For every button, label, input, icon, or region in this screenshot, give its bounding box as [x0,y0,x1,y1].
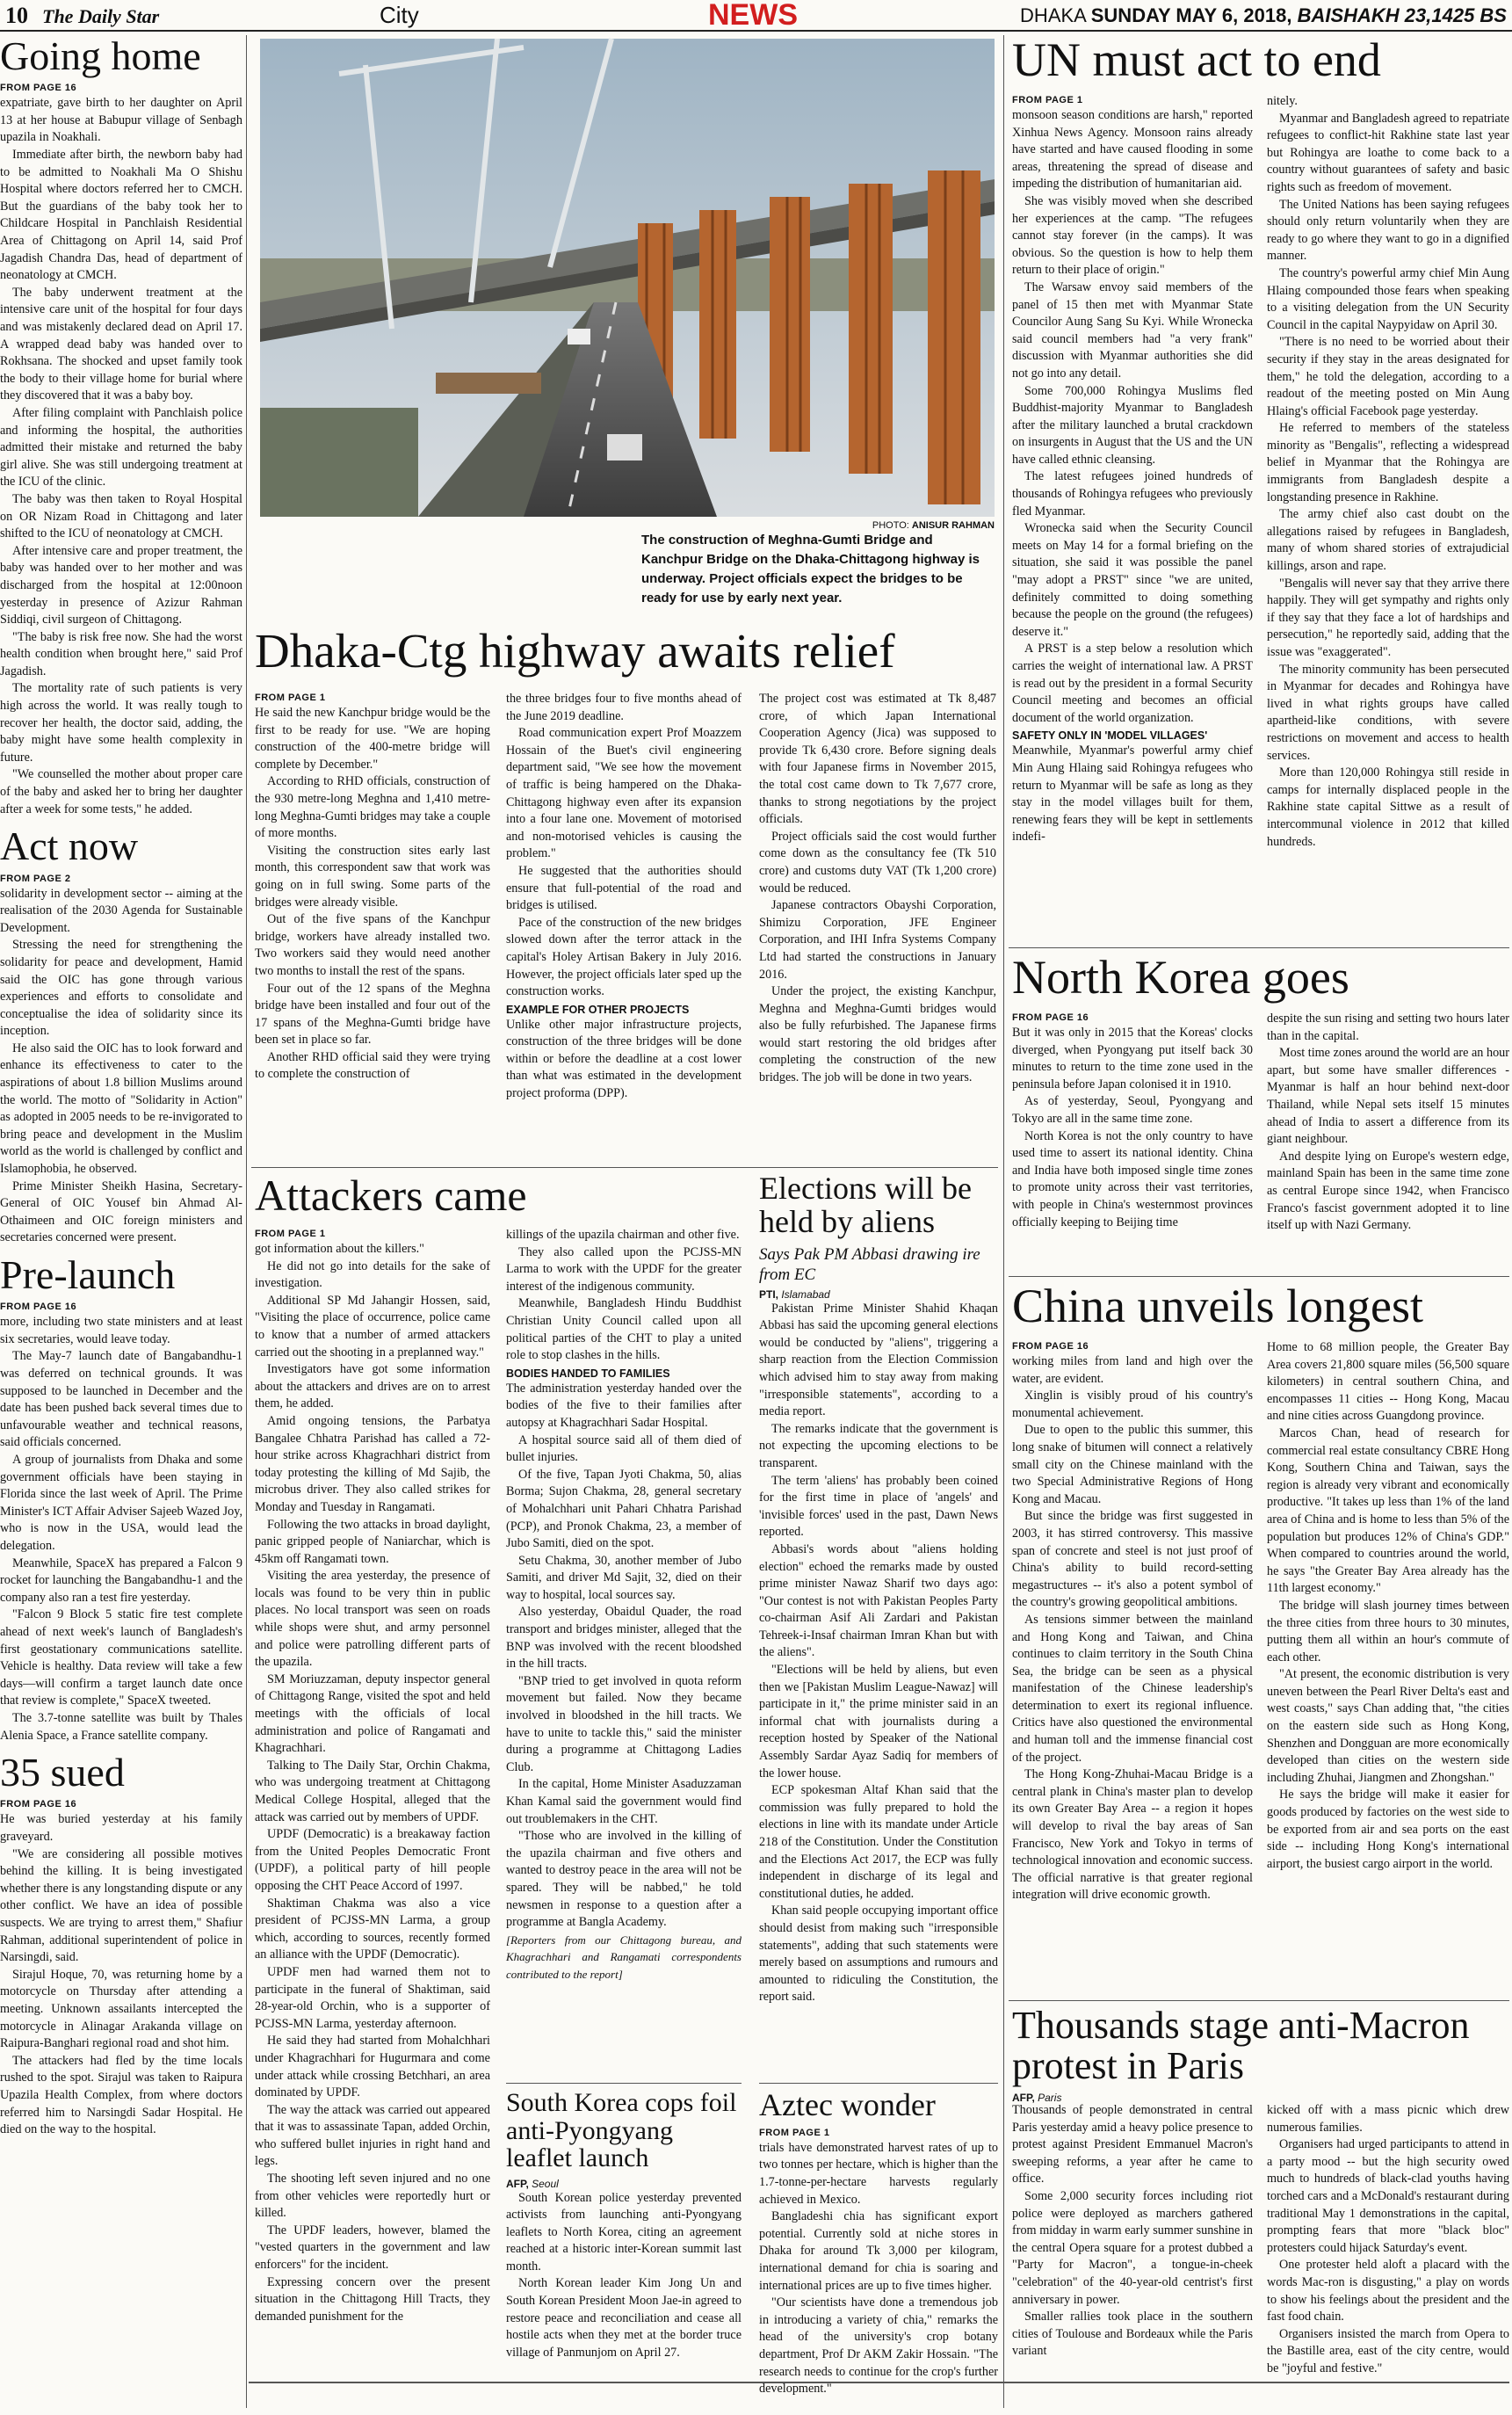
news-label: NEWS [708,0,798,32]
paragraph: Marcos Chan, head of research for commercial real estate consultancy CBRE Hong Kong, Southern China and Taiwan, says the region is already very vibrant and economically productive. "It takes up less than 1% of the land area of China and is home to less than 5% of the population but produces 12% of China's GDP." When compared to countries around the world, he says "the Greater Bay Area already has the 11th largest economy." [1267,1425,1509,1596]
paragraph: "Our scientists have done a tremendous job in introducing a variety of chia," remarks the head of the university's crop botany department, Prof Dr AKM Zakir Hossain. "The research needs to continue for the crop's further development." [759,2295,998,2397]
paragraph: A hospital source said all of them died of bullet injuries. [506,1432,742,1465]
paragraph: Amid ongoing tensions, the Parbatya Bangalee Chhatra Parishad has called a 72-hour strike across Khagrachhari district from today protesting the killing of Md Sajib, the microbus driver. They also called strikes for Monday and Tuesday in Rangamati. [255,1413,490,1514]
paragraph: After filing complaint with Panchlaish police and informing the hospital, the authorities admitted their mistake and returned the baby girl alive. She was still undergoing treatment at the ICU of the clinic. [0,405,242,490]
paragraph: Project officials said the cost would further come down as the consultancy fee (Tk 510 crore) and customs duty VAT (Tk 1,200 crore) would be reduced. [759,829,996,896]
paragraph: the three bridges four to five months ahead of the June 2019 deadline. [506,692,742,723]
story-body [1012,1025,1253,1231]
paragraph: Stressing the need for strengthening the solidarity for peace and development, Hamid said the OIC has gone through various experiences and efforts to consolidate and conceptualise the idea of solidarity since its inception. [0,938,242,1039]
paragraph: The May-7 launch date of Bangabandhu-1 was deferred on technical grounds. It was supposed to be launched in December and the date has been pushed back several times due to unfavourable weather and technical reasons, said officials concerned. [0,1349,242,1450]
story-body [0,1314,242,1744]
macron-col1 [1012,2102,1253,2380]
paragraph: As of yesterday, Seoul, Pyongyang and Tokyo are all in the same time zone. [1012,1094,1253,1126]
paragraph: The mortality rate of such patients is very high across the world. It was really tough to recover her health, the doctor said, adding, the baby might have some health complexity in future. [0,681,242,765]
subhead: EXAMPLE FOR OTHER PROJECTS [506,1003,690,1016]
story-body [1012,107,1253,727]
wire-credit-agency: AFP, [506,2177,532,2190]
paragraph: Xinglin is visibly proud of his country's monumental achievement. [1012,1389,1253,1420]
wire-credit-place: Paris [1038,2092,1062,2105]
paragraph: working miles from land and high over the water, are evident. [1012,1354,1253,1386]
story-body [1267,2102,1509,2378]
from-page: FROM PAGE 16 [0,1302,77,1313]
paragraph: Bangladeshi chia has significant export potential. Currently sold at niche stores in Dhaka for around Tk 3,000 per kilogram, international demand for chia is soaring and international prices are up to five times higher. [759,2209,998,2293]
dhaka-ctg-col3 [759,691,996,1165]
paragraph: "There is no need to be worried about their security if they stay in the areas designated for them," he told the delegation, according to a readout of the meeting posted on Min Aung Hlaing's official Facebook page yesterday. [1267,335,1509,418]
paragraph: The UPDF leaders, however, blamed the "vested quarters in the government and law enforcers" for the incident. [255,2223,490,2273]
paragraph: Four out of the 12 spans of the Meghna bridge have been installed and four out of the 17 spans of the Meghna-Gumti bridge have been set in place so far. [255,981,490,1048]
deck: Says Pak PM Abbasi drawing ire from EC [759,1244,980,1284]
story-dhaka-ctg-headline-block [255,626,998,687]
from-page: FROM PAGE 1 [1012,95,1083,105]
subhead: SAFETY ONLY IN 'MODEL VILLAGES' [1012,729,1208,743]
paragraph: Visiting the construction sites early last month, this correspondent saw that work was going on in full swing. Some parts of the bridges were already visible. [255,843,490,910]
dateline-city: DHAKA [1020,4,1091,26]
china-col2 [1267,1339,1509,1998]
un-col2 [1267,93,1509,946]
china-col1 [1012,1339,1253,1998]
headline: Thousands stage anti-Macron protest in Paris [1012,2004,1470,2088]
left-column [0,35,242,2382]
paragraph: The remarks indicate that the government is not expecting the upcoming elections to be transparent. [759,1421,998,1470]
story-body [506,2190,742,2362]
column-rule [246,35,247,2408]
paragraph: A group of journalists from Dhaka and some government officials have been staying in Florida since the last week of April. The Prime Minister's ICT Affair Adviser Sajeeb Wazed Joy, who is now in the USA, would lead the delegation. [0,1453,242,1554]
from-page: FROM PAGE 1 [255,1229,326,1239]
headline: Attackers came [255,1171,527,1220]
paragraph: Talking to The Daily Star, Orchin Chakma, who was undergoing treatment at Chittagong Medical College Hospital, alleged that the attack was carried out by members of UPDF. [255,1758,490,1824]
paragraph: killings of the upazila chairman and other five. [506,1228,740,1242]
paragraph: Pace of the construction of the new bridges slowed down after the terror attack in the capital's Holey Artisan Bakery in July 2016. However, the project officials later sped up the construction works. [506,915,742,999]
paragraph: Following the two attacks in broad daylight, panic gripped people of Naniarchar, which is 45km off Rangamati town. [255,1517,490,1566]
story-body [255,1241,490,2325]
story-china-headline-block [1012,1281,1509,1338]
paragraph: The attackers had fled by the time locals rushed to the spot. Sirajul was taken to Raipura Upazila Health Complex, from where doctors referred him to Narsingdi Sadar Hospital. He died on the way to the hospital. [0,2053,242,2137]
story-body [506,691,742,1001]
paragraph: Also yesterday, Obaidul Quader, the road transport and bridges minister, alleged that the BNP was involved with the recent bloodshed in the hill tracts. [506,1605,742,1672]
headline: Dhaka-Ctg highway awaits relief [255,624,895,678]
paragraph: ECP spokesman Altaf Khan said that the commission was fully prepared to hold the elections in line with its mandate under Article 218 of the Constitution. Under the Constitution and the Elections Act 2017, the ECP was fully independent in discharge of its legal and constitutional duties, he added. [759,1783,998,1901]
paragraph: Visiting the area yesterday, the presence of locals was found to be very thin in public places. No local transport was seen on roads while shops were shut, and army personnel and police were patrolling different parts of the upazila. [255,1569,490,1670]
paragraph: More than 120,000 Rohingya still reside in camps for internally displaced people in the Rakhine state capital Sittwe as a result of intercommunal violence in 2012 that killed hundreds. [1267,765,1509,849]
page-number: 10 [5,3,28,28]
from-page: FROM PAGE 16 [1012,1012,1089,1023]
bridge-photo [260,39,995,517]
section-rule [1009,947,1509,948]
dateline-date: SUNDAY MAY 6, 2018, [1090,4,1298,26]
section-rule [506,2083,742,2084]
from-page: FROM PAGE 16 [1012,1341,1089,1352]
paragraph: Most time zones around the world are an hour apart, but some have smaller differences - Myanmar is half an hour behind next-door Thailand, while Nepal sets itself 15 minutes ahead of India to assert a difference from its giant neighbour. [1267,1046,1509,1147]
from-page: FROM PAGE 1 [759,2127,830,2138]
paragraph: He did not go into details for the sake of investigation. [255,1258,490,1291]
from-page: FROM PAGE 16 [0,83,77,94]
paragraph: The term 'aliens' has probably been coined for the first time in place of 'angels' and 'invisible forces' used in the past, Dawn News reported. [759,1473,998,1540]
paragraph: In the capital, Home Minister Asaduzzaman Khan Kamal said the government would find out troublemakers in the CHT. [506,1777,742,1826]
story-elections [759,1172,998,2006]
paragraph: But it was only in 2015 that the Koreas' clocks diverged, when Pyongyang put itself back 30 minutes to return to the time zone used in the peninsula before Japan colonised it in 1910. [1012,1026,1253,1091]
paragraph: Organisers insisted the march from Opera to the Bastille area, east of the city centre, would be "joyful and festive." [1267,2326,1509,2375]
paragraph: He also said the OIC has to look forward and enhance its effectiveness to cater to the aspirations of about 1.8 billion Muslims around the world. The motto of "Solidarity in Action" as adopted in 2005 needs to be re-invigorated to bring peace and development in the Muslim world as the world is challenged by conflict and Islamophobia, he observed. [0,1041,242,1177]
paragraph: Meanwhile, Myanmar's powerful army chief Min Aung Hlaing said Rohingya refugees who return to Myanmar will be safe as long as they stay in the model villages built for them, renewing fears they will be kept in settlements indefi- [1012,743,1253,845]
dateline-bs: BAISHAKH 23,1425 BS [1297,4,1507,26]
paragraph: Additional SP Md Jahangir Hossen, said, "Visiting the place of occurrence, police came to know that a number of armed attackers carried out the shooting in a preplanned way." [255,1293,490,1360]
wire-credit [506,2178,742,2190]
headline: South Korea cops foil anti-Pyongyang leaflet launch [506,2088,737,2172]
headline: 35 sued [0,1750,125,1795]
story-body [759,691,996,1087]
paragraph: According to RHD officials, construction of the 930 metre-long Meghna and 1,410 metre-long Meghna-Gumti bridges may take a couple of more months. [255,774,490,841]
section-label: City [380,2,419,28]
paragraph: Japanese contractors Obayshi Corporation, Shimizu Corporation, JFE Engineer Corporation, and IHI Infra Systems Company Ltd had started the constructions in January 2016. [759,898,996,982]
dateline [1020,4,1507,27]
column-rule [1003,35,1004,2408]
paragraph: North Korean leader Kim Jong Un and South Korean President Moon Jae-in agreed to restore peace and reconciliation and cease all hostile acts when they met at the border truce village of Panmunjom on April 27. [506,2276,742,2360]
story-body [1012,743,1253,846]
wire-credit-place: Islamabad [781,1287,830,1301]
paragraph: Meanwhile, Bangladesh Hindu Buddhist Christian Unity Council called upon all political parties of the CHT to play a united role to stop clashes in the hills. [506,1296,742,1363]
paragraph: Smaller rallies took place in the southern cities of Toulouse and Bordeaux while the Paris variant [1012,2310,1253,2359]
paragraph: The baby underwent treatment at the intensive care unit of the hospital for four days and was mistakenly declared dead on April 17. A wrapped dead baby was handed over to Rokhsana. The shocked and upset family took the body to their village home for burial where they discovered that it was a baby boy. [0,285,242,403]
paragraph: After intensive care and proper treatment, the baby was handed over to her mother and was discharged from the hospital at 12:00noon yesterday in presence of Azizur Rahman Siddiqi, civil surgeon of Chittagong. [0,543,242,627]
paragraph: He referred to members of the stateless minority as "Bengalis", reflecting a widespread belief in Myanmar that the Rohingya are immigrants from Bangladesh despite a longstanding presence in Rakhine. [1267,421,1509,504]
paragraph: Sirajul Hoque, 70, was returning home by a motorcycle on Thursday after attending a meeting. Unknown assailants intercepted the motorcycle in Alinagar Arakanda village on Raipura-Banghari regional road and shot him. [0,1967,242,2051]
paragraph: "Bengalis will never say that they arrive there happily. They will get sympathy and rights only if they say that they face a lot of hardships and persecution," he reportedly said, adding that the issue was "exaggerated". [1267,576,1509,659]
paragraph: "BNP tried to get involved in quota reform movement but failed. Now they became involved in bloodshed in the hill tracts. We have to unite to tackle this," said the minister during a programme at Chittagong Ladies Club. [506,1673,742,1774]
story-body [759,1301,998,2006]
story-south-korea [506,2083,742,2380]
paragraph: Expressing concern over the present situation in the Chittagong Hill Tracts, they demanded punishment for the [255,2274,490,2324]
paragraph: Due to open to the public this summer, this long snake of bitumen will connect a relatively small city on the Chinese mainland with the two Special Administrative Regions of Hong Kong and Macau. [1012,1423,1253,1506]
paragraph: The United Nations has been saying refugees should only return voluntarily when they are ready to go where they want to go in a dignified manner. [1267,197,1509,264]
story-body [1267,1011,1509,1235]
story-aztec [759,2083,998,2397]
paragraph: He said they had started from Mohalchhari under Khagrachhari for Hugurmara and come under attack while crossing Betchhari, an area dominated by UPDF. [255,2034,490,2100]
paragraph: Setu Chakma, 30, another member of Jubo Samiti, and driver Md Sajit, 32, died on their way to hospital, local sources say. [506,1553,742,1602]
headline: Pre-launch [0,1252,176,1297]
paragraph: Unlike other major infrastructure projects, construction of the three bridges will be done within or before the deadline at a cost lower than what was estimated in the development project proforma (DPP). [506,1017,742,1101]
paragraph: She was visibly moved when she described her experiences at the camp. "The refugees cannot stay forever (in the camps). It was obvious. So the question is how to help them return to their place of origin." [1012,193,1253,278]
subhead: BODIES HANDED TO FAMILIES [506,1367,670,1380]
headline: Aztec wonder [759,2087,936,2122]
headline: Going home [0,33,201,78]
wire-credit-place: Seoul [532,2177,559,2190]
paragraph: But since the bridge was first suggested in 2003, it has stirred controversy. This massive span of concrete and steel is not just proof of China's ability to build record-setting megastructures -- it's also a potent symbol of the country's growing geopolitical ambitions. [1012,1509,1253,1610]
paragraph: Some 2,000 security forces including riot police were deployed as marchers gathered from midday in warm early summer sunshine in the central Opera square for a protest dubbed a "Party for Macron", a tongue-in-cheek "celebration" of the 40-year-old centrist's first anniversary in power. [1012,2188,1253,2307]
paragraph: Myanmar and Bangladesh agreed to repatriate refugees to conflict-hit Rakhine state last year but Rohingya are loathe to come back to a country without guarantees of safety and basic rights such as freedom of movement. [1267,111,1509,194]
paragraph: North Korea is not the only country to have used time to assert its national identity. China and India have both imposed single time zones to promote unity across their vast territories, with people in China's westernmost provinces officially keeping to Beijing time [1012,1128,1253,1229]
headline: Elections will be held by aliens [759,1171,972,1239]
photo-caption-block [641,520,995,617]
paragraph: The latest refugees joined hundreds of thousands of Rohingya refugees who previously fled Myanmar. [1012,469,1253,519]
paragraph: "Falcon 9 Block 5 static fire test complete ahead of next week's launch of Bangladesh's first geostationary communications satellite. Vehicle is healthy. Data review will take a few days—will confirm a target launch date once that review is complete," SpaceX tweeted. [0,1607,242,1708]
paragraph: Some 700,000 Rohingya Muslims fled Buddhist-majority Myanmar to Bangladesh after the military launched a brutal crackdown on insurgents in August that the US and the UN have called ethnic cleansing. [1012,383,1253,467]
paper-name: The Daily Star [42,5,160,27]
paragraph: The country's powerful army chief Min Aung Hlaing compounded those fears when speaking to a visiting delegation from the UN Security Council in the capital Naypyidaw on April 30. [1267,265,1509,332]
north-korea-col1 [1012,1011,1253,1274]
paragraph: As tensions simmer between the mainland and Hong Kong and Taiwan, and China continues to claim territory in the South China Sea, the bridge can be seen as a physical manifestation of the Chinese leadership's determination to exert its regional influence. Critics have also questioned the environmental and human toll and the immense financial cost of the project. [1012,1612,1253,1765]
section-rule [759,2083,998,2084]
story-body [506,1227,742,1365]
paragraph: despite the sun rising and setting two hours later than in the capital. [1267,1012,1509,1043]
paragraph: The 3.7-tonne satellite was built by Thales Alenia Space, a France satellite company. [0,1710,242,1743]
contributor-note: [Reporters from our Chittagong bureau, and Khagrachhari and Rangamati correspondents contributed to the report] [506,1933,742,1981]
paragraph: "Elections will be held by aliens, but even then we [Pakistan Muslim League-Nawaz] will participate in it," the prime minister said in an informal chat with journalists during a reception hosted by Speaker of the National Assembly Sardar Ayaz Sadiq for members of the lower house. [759,1663,998,1780]
paragraph: And despite lying on Europe's western edge, mainland Spain has been in the same time zone as central Europe since 1942, when Francisco Franco's fascist government adopted it to line itself up with Nazi Germany. [1267,1149,1509,1233]
paragraph: The way the attack was carried out appeared that it was to assassinate Tapan, added Orchin, who suffered bullet injuries in right hand and legs. [255,2102,490,2169]
paragraph: Organisers had urged participants to attend in a party mood -- but the high security owed much to hundreds of black-clad youths having torched cars and a McDonald's restaurant during traditional May 1 demonstrations in the capital, prompting fears that more "black bloc" protesters could hijack Saturday's event. [1267,2137,1509,2255]
paragraph: Wronecka said when the Security Council meets on May 14 for a formal briefing on the situation, she said it was possible the panel "may adopt a PRST" since "we are united, definitely committed to doing something because the people on the ground (the refugees) deserve it." [1012,521,1253,639]
photo-credit-name: ANISUR RAHMAN [911,520,995,531]
paragraph: SM Moriuzzaman, deputy inspector general of Chittagong Range, visited the spot and held meetings with the officials of local administration and police of Rangamati and Khagrachhari. [255,1672,490,1756]
paragraph: Under the project, the existing Kanchpur, Meghna and Meghna-Gumti bridges would also be fully refurbished. The Japanese firms would start restoring the old bridges after completing the construction of the new bridges. The job will be done in two years. [759,984,996,1085]
headline: North Korea goes [1012,951,1349,1004]
wire-credit [759,1288,998,1301]
story-body [0,95,242,818]
masthead [0,0,1512,32]
paragraph: "Those who are involved in the killing of the upazila chairman and five others and wanted to destroy peace in the area will not be spared. They will be nabbed," he told newsmen in response to a question after a programme at Bangla Academy. [506,1829,742,1930]
story-body [1012,1353,1253,1904]
headline: Act now [0,823,139,869]
story-body [255,705,490,1084]
paragraph: Shaktiman Chakma was also a vice president of PCJSS-MN Larma, a group which, according to sources, recently formed an alliance with the UPDF (Democratic). [255,1896,490,1962]
photo-credit [641,520,995,531]
paragraph: He was buried yesterday at his family graveyard. [0,1812,242,1845]
headline: UN must act to end [1012,33,1381,86]
story-body [1267,93,1509,851]
story-body [759,2140,998,2398]
paragraph: One protester held aloft a placard with the words Mac-ron is disgusting," a play on words to show his feelings about the president and the fast food chain. [1267,2258,1509,2324]
paragraph: Pakistan Prime Minister Shahid Khaqan Abbasi has said the upcoming general elections would be conducted by "aliens", triggering a sharp reaction from the Election Commission which advised him to stay away from making "irresponsible statements", according to a media report. [759,1301,998,1419]
paragraph: UPDF men had warned them not to participate in the funeral of Shaktiman, said 28-year-old Orchin, who is a supporter of PCJSS-MN Larma, yesterday afternoon. [255,1964,490,2031]
paragraph: A PRST is a step below a resolution which carries the weight of international law. A PRST is read out by the president in a formal Security Council meeting and becomes an official document of the world organization. [1012,642,1253,725]
section-rule [1009,2000,1509,2001]
paragraph: Another RHD official said they were trying to complete the construction of [255,1049,490,1082]
from-page: FROM PAGE 2 [0,873,71,884]
paragraph: Immediate after birth, the newborn baby had to be admitted to Noakhali Ma O Shishu Hospital where doctors referred her to CMCH. But the guardians of the baby took her to Childcare Hospital in Panchlaish Residential Area of Chittagong on April 14, said Prof Jagadish Chandra Das, head of department of neonatology at CMCH. [0,148,242,283]
from-page: FROM PAGE 16 [0,1799,77,1810]
paragraph: He says the bridge will make it easier for goods produced by factories on the west side to be exported from air and sea ports on the east side -- including Hong Kong's international airport, the busiest cargo airport in the world. [1267,1788,1509,1871]
photo-caption: The construction of Meghna-Gumti Bridge and Kanchpur Bridge on the Dhaka-Chittagong highway is underway. Project officials expect the bridges to be ready for use by early next year. [641,533,980,606]
paragraph: solidarity in development sector -- aiming at the realisation of the 2030 Agenda for Sustainable Development. [0,886,242,935]
paragraph: "At present, the economic distribution is very uneven between the Pearl River Delta's east and west coasts," says Chan adding that, "the cities on the eastern side such as Hong Kong, Shenzhen and Dongguan are more economically developed than cities on the western side including Zhuhai, Jiangmen and Zhongshan." [1267,1667,1509,1785]
paragraph: Thousands of people demonstrated in central Paris yesterday amid a heavy police presence to protest against President Emmanuel Macron's sweeping reforms, a year after he came to office. [1012,2103,1253,2187]
paragraph: The minority community has been persecuted in Myanmar for decades and Rohingya have lived in what rights groups have called apartheid-like conditions, with severe restrictions on movement and access to health services. [1267,662,1509,763]
paragraph: Prime Minister Sheikh Hasina, Secretary-General of OIC Yousef bin Ahmad Al-Othaimeen and OIC foreign ministers and secretaries concerned were present. [0,1178,242,1245]
story-north-korea-headline-block [1012,953,1509,1009]
paragraph: The shooting left seven injured and no one from other vehicles were reportedly hurt or killed. [255,2172,490,2221]
wire-credit-agency: AFP, [1012,2092,1038,2105]
story-act-now [0,825,242,1247]
story-body [506,1381,742,1983]
paragraph: Road communication expert Prof Moazzem Hossain of the Buet's civil engineering department said, "We see how the movement of traffic is being hampered on the Dhaka-Chittagong highway even after its expansion into a four lane one. Movement of motorised and non-motorised vehicles is causing the problem." [506,726,742,861]
paragraph: Home to 68 million people, the Greater Bay Area covers 21,800 square miles (56,500 square kilometers) in central southern China, and encompasses 11 cities -- Hong Kong, Macau and nine cities across Guangdong province. [1267,1340,1509,1424]
wire-credit-agency: PTI, [759,1287,782,1301]
paragraph: They also called upon the PCJSS-MN Larma to work with the UPDF for the greater interest of the indigenous community. [506,1244,742,1294]
paragraph: trials have demonstrated harvest rates of up to two tonnes per hectare, which is higher than the 1.7-tonne-per-hectare harvests regularly achieved in Mexico. [759,2140,998,2207]
attackers-col1 [255,1227,490,2380]
dhaka-ctg-col2 [506,691,742,1165]
paragraph: "We are considering all possible motives behind the killing. It is being investigated whether there is any longstanding dispute or any other conflict. We have an idea of possible suspects. We are trying to arrest them," Shafiur Rahman, additional superintendent of police in Narsingdi, said. [0,1846,242,1965]
story-macron-headline-block [1012,2004,1509,2105]
section-rule [1009,1276,1509,1277]
paragraph: He said the new Kanchpur bridge would be the first to be ready for use. "We are hoping construction of the 400-metre bridge will complete by December." [255,706,490,772]
paragraph: expatriate, gave birth to her daughter on April 13 at her house at Babupur village of Senbagh upazila in Noakhali. [0,96,242,145]
paragraph: South Korean police yesterday prevented activists from launching anti-Pyongyang leaflets to North Korea, citing an agreement reached at a historic inter-Korean summit last month. [506,2190,742,2274]
dhaka-ctg-col1 [255,691,490,1165]
paragraph: Investigators have got some information about the attackers and drives are on to arrest them, he added. [255,1362,490,1411]
paragraph: Of the five, Tapan Jyoti Chakma, 50, alias Borma; Sujon Chakma, 28, general secretary of Mohalchhari unit Pahari Chhatra Parishad (PCP), and Pronok Chakma, 23, a member of Jubo Samiti, died on the spot. [506,1467,742,1551]
paragraph: kicked off with a mass picnic which drew numerous families. [1267,2103,1509,2135]
paragraph: The army chief also cast doubt on the allegations raised by refugees in Bangladesh, many of whom shared stories of extrajudicial killings, arson and rape. [1267,507,1509,574]
story-35-sued [0,1751,242,2139]
paragraph: Khan said people occupying important office should desist from making such "irresponsible statements", adding that such statements were merely based on assumptions and rumours and amounted to ridiculing the Constitution, the report said. [759,1904,998,2005]
paragraph: "We counselled the mother about proper care of the baby and asked her to bring her daughter after a week for some tests," he added. [0,767,242,816]
north-korea-col2 [1267,1011,1509,1274]
story-body [1267,1339,1509,1873]
story-pre-launch [0,1254,242,1744]
paragraph: The Hong Kong-Zhuhai-Macau Bridge is a central plank in China's master plan to develop its own Greater Bay Area -- a region it hopes will develop to rival the bay areas of San Francisco, New York and Tokyo in terms of technological innovation and economic success. The official narrative is that greater regional integration will drive economic growth. [1012,1767,1253,1903]
story-body [0,886,242,1247]
paragraph: Abbasi's words about "aliens holding election" echoed the remarks made by ousted prime minister Nawaz Sharif two days ago: "Our contest is not with Pakistan Peoples Party co-chairman Asif Ali Zardari and Pakistan Tehreek-i-Insaf chairman Imran Khan but with the aliens". [759,1541,998,1660]
photo-credit-prefix: PHOTO: [872,520,912,531]
paragraph: nitely. [1267,94,1298,108]
bridge-construction-image [260,39,995,517]
paragraph: The administration yesterday handed over the bodies of the five to their families after autopsy at Khagrachhari Sadar Hospital. [506,1381,742,1430]
story-attackers-headline-block [255,1172,747,1229]
paragraph: UPDF (Democratic) is a breakaway faction from the United Peoples Democratic Front (UPDF), a political party of hill people opposing the CHT Peace Accord of 1997. [255,1827,490,1893]
un-col1 [1012,93,1253,946]
from-page: FROM PAGE 1 [255,693,326,703]
paragraph: "The baby is risk free now. She had the worst health condition when brought here," said Prof Jagadish. [0,629,242,678]
paragraph: The Warsaw envoy said members of the panel of 15 then met with Myanmar State Councilor Aung Sang Su Kyi. While Wronecka said council members had "a very frank" discussion with Myanmar authorities she did not go into any detail. [1012,279,1253,381]
story-body [506,1017,742,1103]
paragraph: The bridge will slash journey times between the three cities from three hours to 30 minutes, putting them all within an hour's commute of each other. [1267,1598,1509,1664]
macron-col2 [1267,2102,1509,2380]
paragraph: Meanwhile, SpaceX has prepared a Falcon 9 rocket for launching the Bangabandhu-1 and the company also ran a test fire yesterday. [0,1556,242,1605]
paragraph: got information about the killers." [255,1242,424,1256]
paragraph: The baby was then taken to Royal Hospital on OR Nizam Road in Chittagong and later shifted to the ICU of neonatology at CMCH. [0,491,242,541]
headline: China unveils longest [1012,1280,1423,1332]
story-body [1012,2102,1253,2361]
story-un-headline-block [1012,35,1509,91]
paragraph: He suggested that the authorities should ensure that full-potential of the road and bridges is utilised. [506,863,742,913]
paragraph: more, including two state ministers and at least six secretaries, would leave today. [0,1315,242,1346]
paragraph: Out of the five spans of the Kanchpur bridge, workers have already installed two. Two workers said they would need another two months to install the rest of the spans. [255,912,490,978]
story-going-home [0,35,242,818]
paragraph: monsoon season conditions are harsh," reported Xinhua News Agency. Monsoon rains already have started and have caused flooding in some areas, threatening the spread of disease and impeding the distribution of humanitarian aid. [1012,108,1253,192]
paragraph: The project cost was estimated at Tk 8,487 crore, of which Japan International Cooperation Agency (Jica) was supposed to provide Tk 6,430 crore. Before signing deals with four Japanese firms in November 2015, the total cost came down to Tk 7,677 crore, thanks to strong negotiations by the project officials. [759,692,996,827]
section-rule [251,1167,998,1168]
story-body [0,1811,242,2138]
